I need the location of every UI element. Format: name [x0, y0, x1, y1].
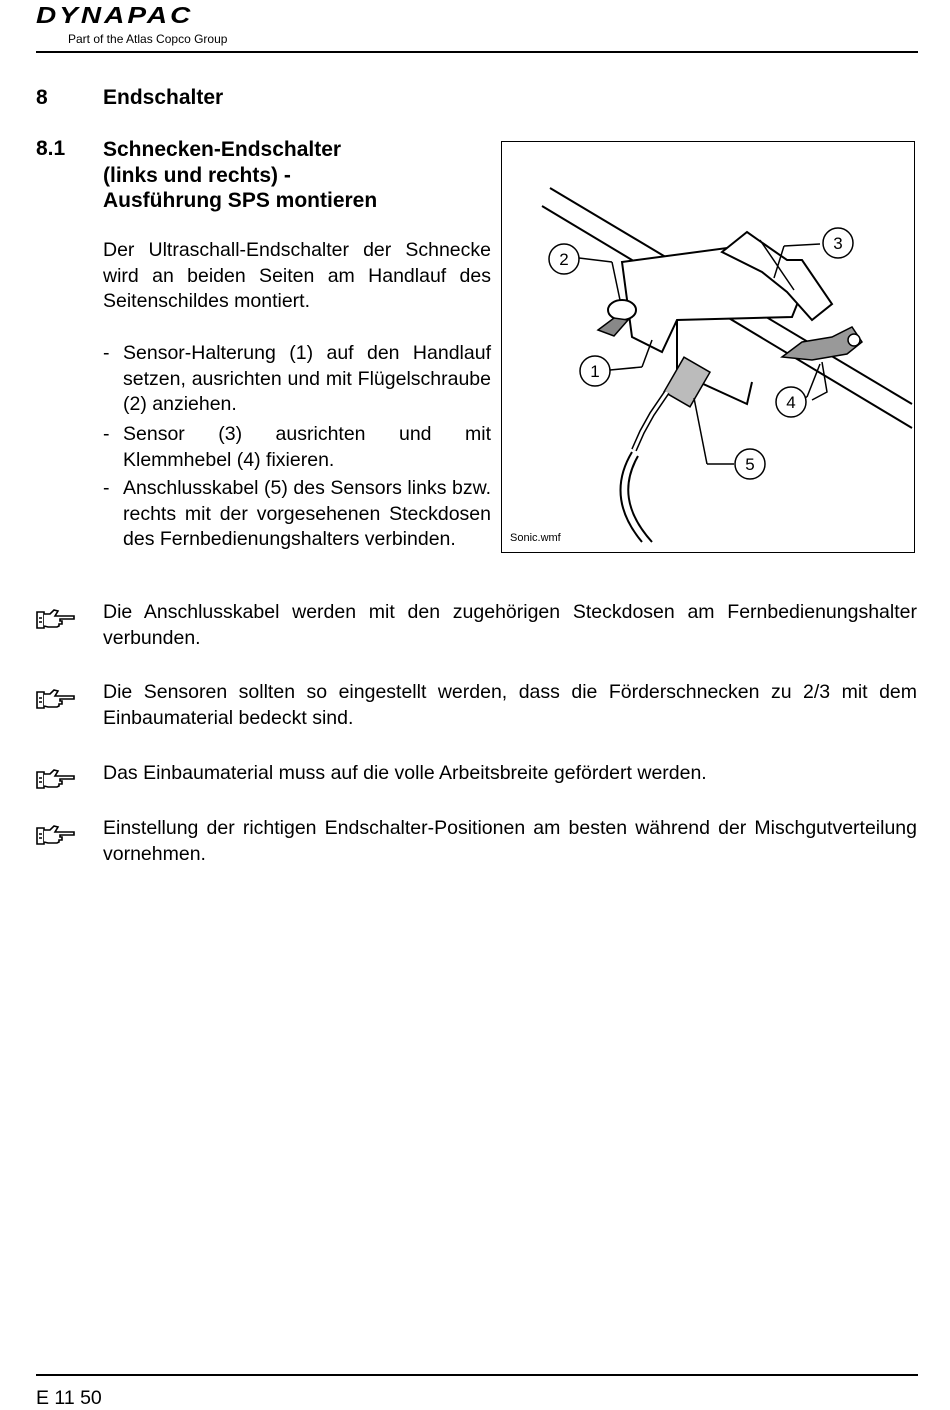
callout-label-5: 5 [745, 455, 755, 474]
step-dash: - [103, 423, 110, 445]
logo-subtitle: Part of the Atlas Copco Group [68, 32, 228, 46]
pointing-hand-icon [36, 688, 76, 710]
step-dash: - [103, 342, 110, 364]
callout-label-2: 2 [559, 250, 569, 269]
subsection-number: 8.1 [36, 137, 66, 160]
pointing-hand-icon [36, 824, 76, 846]
subsection-title-line: Schnecken-Endschalter [103, 138, 342, 161]
step-item [103, 341, 491, 418]
callout-label-4: 4 [786, 393, 796, 412]
subsection-title-line: (links und rechts) - [103, 163, 291, 187]
page-code: E 11 50 [36, 1387, 102, 1409]
footer-rule [36, 1374, 918, 1376]
section-title: Endschalter [103, 86, 224, 109]
subsection-title-line: Ausführung SPS montieren [103, 189, 378, 212]
section-number: 8 [36, 86, 48, 109]
note-text: Das Einbaumaterial muss auf die volle Arbeitsbreite gefördert werden. [103, 762, 707, 784]
callout-label-1: 1 [590, 362, 600, 381]
intro-paragraph: Der Ultraschall-Endschalter der Schnecke wird an beiden Seiten am Handlauf des Seitenschildes montiert. [103, 239, 491, 312]
step-item [103, 476, 491, 553]
sensor-mounting-figure [501, 141, 915, 553]
step-text: Sensor (3) ausrichten und mit Klemmhebel (4) fixieren. [123, 423, 491, 471]
note-text: Die Anschlusskabel werden mit den zugehörigen Steckdosen am Fernbedienungshalter verbunden. [103, 601, 917, 649]
dynapac-logo: DYNAPAC [36, 2, 194, 28]
subsection-title [103, 137, 483, 214]
step-item [103, 422, 491, 473]
callout-label-3: 3 [833, 234, 843, 253]
figure-caption: Sonic.wmf [510, 532, 561, 544]
pointing-hand-icon [36, 608, 76, 630]
step-text: Sensor-Halterung (1) auf den Handlauf setzen, ausrichten und mit Flügelschraube (2) anziehen. [123, 342, 491, 415]
step-dash: - [103, 477, 110, 499]
header-rule [36, 51, 918, 53]
pointing-hand-icon [36, 768, 76, 790]
note-text: Die Sensoren sollten so eingestellt werden, dass die Förderschnecken zu 2/3 mit dem Einbaumaterial bedeckt sind. [103, 681, 917, 729]
note-text: Einstellung der richtigen Endschalter-Positionen am besten während der Mischgutverteilung vornehmen. [103, 817, 917, 865]
sensor-mounting-illustration [502, 142, 913, 551]
step-text: Anschlusskabel (5) des Sensors links bzw. rechts mit der vorgesehenen Steckdosen des Fernbedienungshalters verbinden. [123, 477, 491, 550]
